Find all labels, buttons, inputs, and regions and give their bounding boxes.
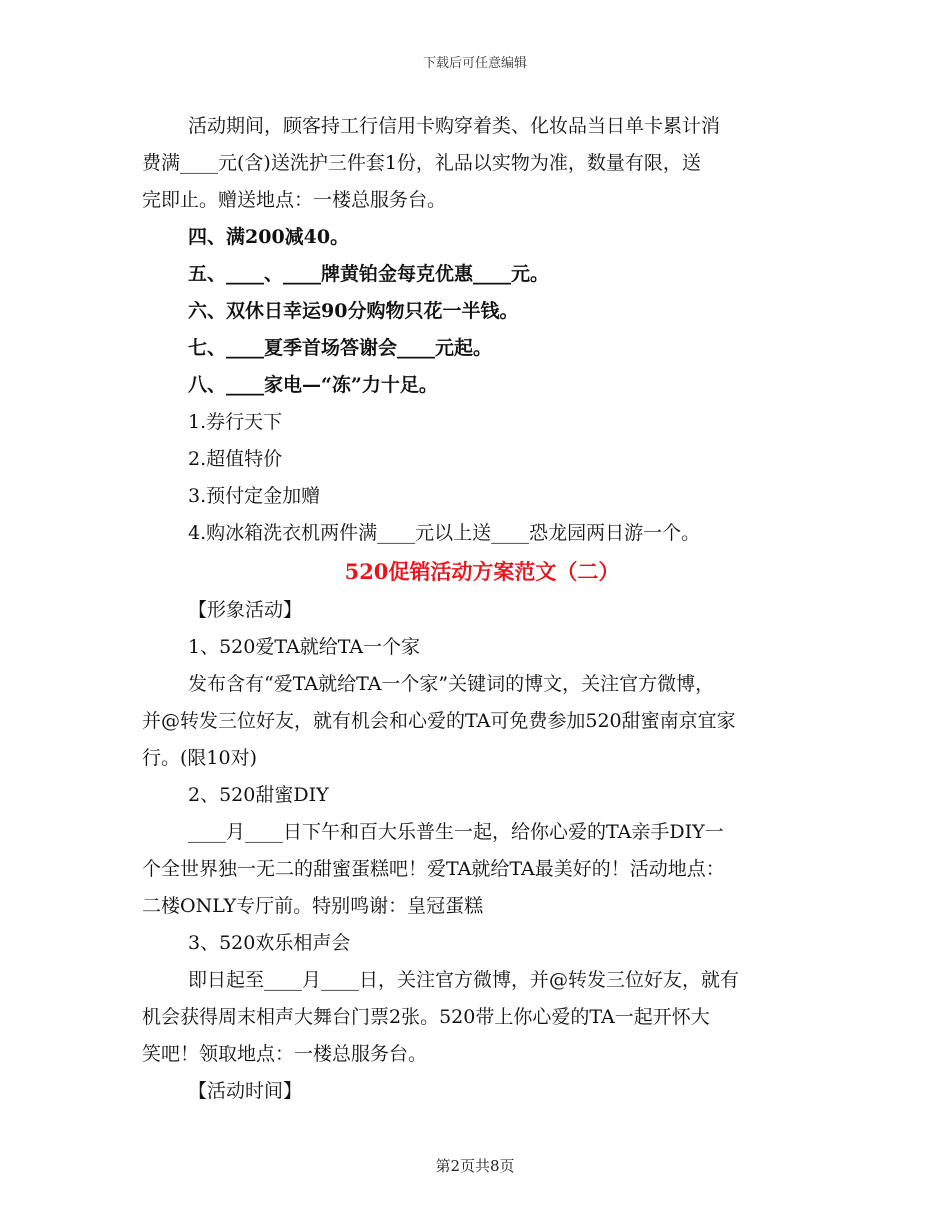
page-footer: 第2页共8页 <box>435 1157 515 1175</box>
list-heading: 五、____、____牌黄铂金每克优惠____元。 <box>188 263 550 285</box>
paragraph-line: 个全世界独一无二的甜蜜蛋糕吧！爱TA就给TA最美好的！活动地点： <box>142 858 725 880</box>
paragraph-line: 活动期间，顾客持工行信用卡购穿着类、化妆品当日单卡累计消 <box>188 115 721 137</box>
list-item: 3.预付定金加赠 <box>188 485 321 507</box>
paragraph-line: 完即止。赠送地点：一楼总服务台。 <box>142 189 447 211</box>
section-label: 【形象活动】 <box>188 599 303 621</box>
list-heading: 四、满200减40。 <box>188 226 350 248</box>
paragraph-line: ____月____日下午和百大乐普生一起，给你心爱的TA亲手DIY一 <box>188 821 724 843</box>
subsection-heading: 3、520欢乐相声会 <box>188 932 351 954</box>
section-title: 520促销活动方案范文（二） <box>344 559 620 584</box>
paragraph-line: 费满____元(含)送洗护三件套1份，礼品以实物为准，数量有限，送 <box>142 152 701 174</box>
list-item: 1.券行天下 <box>188 411 283 433</box>
subsection-heading: 2、520甜蜜DIY <box>188 784 329 806</box>
list-heading: 七、____夏季首场答谢会____元起。 <box>188 337 493 359</box>
paragraph-line: 机会获得周末相声大舞台门票2张。520带上你心爱的TA一起开怀大 <box>142 1006 710 1028</box>
list-heading: 六、双休日幸运90分购物只花一半钱。 <box>188 300 519 322</box>
paragraph-line: 二楼ONLY专厅前。特别鸣谢：皇冠蛋糕 <box>142 895 484 917</box>
document-body <box>142 108 822 1110</box>
paragraph-line: 并@转发三位好友，就有机会和心爱的TA可免费参加520甜蜜南京宜家 <box>142 710 736 732</box>
subsection-heading: 1、520爱TA就给TA一个家 <box>188 636 421 658</box>
list-item: 2.超值特价 <box>188 448 283 470</box>
paragraph-line: 笑吧！领取地点：一楼总服务台。 <box>142 1043 428 1065</box>
section-label: 【活动时间】 <box>188 1080 303 1102</box>
paragraph-line: 即日起至____月____日，关注官方微博，并@转发三位好友，就有 <box>188 969 740 991</box>
list-item: 4.购冰箱洗衣机两件满____元以上送____恐龙园两日游一个。 <box>188 522 701 544</box>
paragraph-line: 行。(限10对) <box>142 747 258 769</box>
paragraph-line: 发布含有“爱TA就给TA一个家”关键词的博文，关注官方微博， <box>188 673 715 695</box>
page-header: 下载后可任意编辑 <box>422 56 527 71</box>
list-heading: 八、____家电—“冻”力十足。 <box>188 374 438 396</box>
